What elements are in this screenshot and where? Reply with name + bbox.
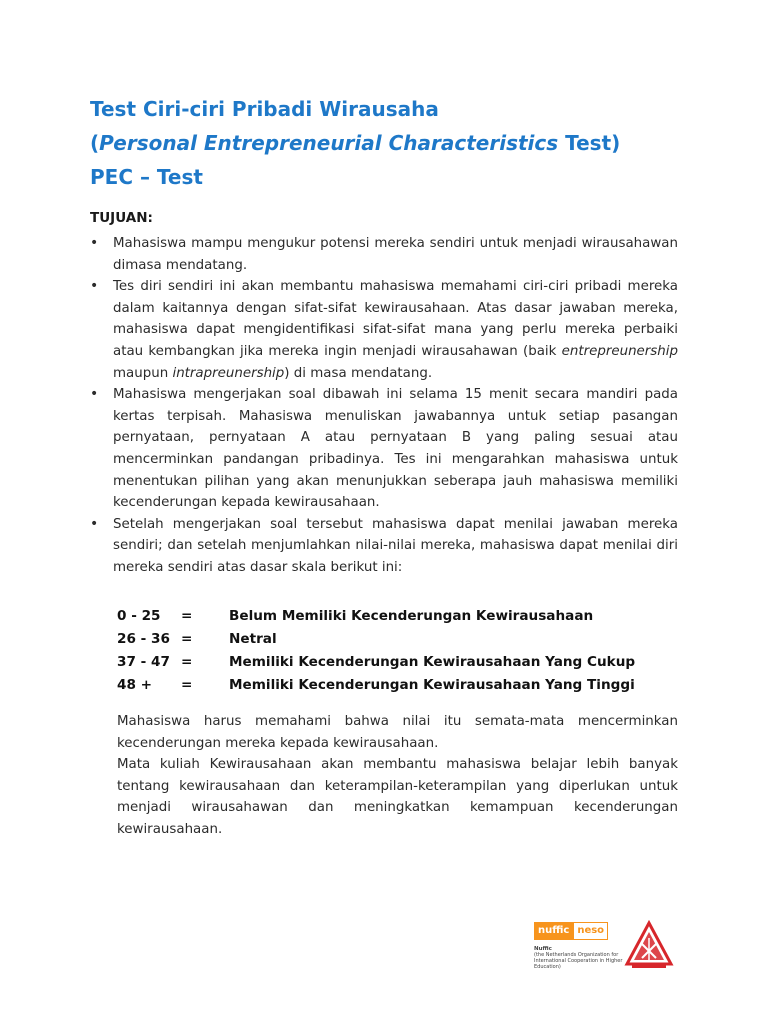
scale-range: 0 - 25 [117,607,161,624]
scale-row [117,650,677,673]
scale-description: Netral [229,630,277,647]
scale-range: 26 - 36 [117,630,170,647]
nuffic-logo-text: nuffic [534,922,573,940]
document-title [90,92,710,194]
title-line-3: PEC – Test [90,165,203,189]
objective-item [90,276,678,384]
objectives-heading: TUJUAN: [90,210,153,226]
title-paren-open: ( [90,131,100,155]
footer-logos [534,920,684,980]
scale-equals: = [181,653,193,670]
neso-logo-text: neso [573,922,608,940]
closing-paragraph: Mahasiswa harus memahami bahwa nilai itu semata-mata mencerminkan kecenderungan mereka kepada kewirausahaan. [117,714,678,751]
objective-text-part: Tes diri sendiri ini akan membantu mahasiswa memahami ciri-ciri pribadi mereka dalam kaitannya dengan sifat-sifat kewirausahaan. Atas dasar jawaban mereka, mahasiswa dapat mengidentifikasi sifat-sifat mana yang perlu mereka perbaiki atau kembangkan jika mereka ingin menjadi wirausahawan (baik [113,279,678,359]
objective-text-part: maupun [113,365,173,381]
closing-notes [117,711,678,841]
nuffic-name: Nuffic [534,946,552,952]
objective-italic-term: entrepreunership [561,343,678,359]
bullet-icon: • [90,515,99,532]
objective-text [113,279,678,380]
objective-text: Mahasiswa mampu mengukur potensi mereka sendiri untuk menjadi wirausahawan dimasa mendatang. [113,236,678,273]
objective-item [90,384,678,514]
objective-italic-term: intrapreunership [172,365,285,381]
objective-item [90,514,678,579]
objective-text: Setelah mengerjakan soal tersebut mahasiswa dapat menilai jawaban mereka sendiri; dan setelah menjumlahkan nilai-nilai mereka, mahasiswa dapat menilai diri mereka sendiri atas dasar skala berikut ini: [113,516,678,575]
scale-description: Memiliki Kecenderungan Kewirausahaan Yang Cukup [229,653,636,670]
scale-equals: = [181,607,193,624]
score-scale-table [117,604,677,696]
scale-range: 48 + [117,676,153,693]
scale-equals: = [181,676,193,693]
scale-equals: = [181,630,193,647]
institution-emblem-icon [624,920,674,970]
bullet-icon: • [90,386,99,403]
scale-description: Memiliki Kecenderungan Kewirausahaan Yang Tinggi [229,676,635,693]
title-line-2-rest: Test) [558,131,621,155]
title-english-italic: Personal Entrepreneurial Characteristics [99,131,559,155]
objectives-list [90,233,678,579]
nuffic-caption [534,946,626,970]
scale-range: 37 - 47 [117,653,170,670]
closing-paragraph: Mata kuliah Kewirausahaan akan membantu mahasiswa belajar lebih banyak tentang kewirausahaan dan keterampilan-keterampilan yang diperlukan untuk menjadi wirausahawan dan meningkatkan kemampuan kecenderungan kewirausahaan. [117,757,678,837]
title-line-2 [90,126,710,160]
objective-text-part: ) di masa mendatang. [284,365,433,381]
objective-text: Mahasiswa mengerjakan soal dibawah ini selama 15 menit secara mandiri pada kertas terpisah. Mahasiswa menuliskan jawabannya untuk setiap pasangan pernyataan, pernyataan A atau pernyataan B yang paling sesuai atau mencerminkan pandangan pribadinya. Tes ini mengarahkan mahasiswa untuk menentukan pilihan yang akan menunjukkan seberapa jauh mahasiswa memiliki kecenderungan kepada kewirausahaan. [113,387,678,511]
nuffic-neso-logo [534,922,608,940]
scale-row [117,604,677,627]
nuffic-description: (the Netherlands Organization for International Cooperation in Higher Education) [534,952,623,970]
scale-row [117,673,677,696]
objective-item [90,233,678,276]
title-line-1: Test Ciri-ciri Pribadi Wirausaha [90,97,439,121]
scale-description: Belum Memiliki Kecenderungan Kewirausahaan [229,607,594,624]
bullet-icon: • [90,278,99,295]
bullet-icon: • [90,235,99,251]
scale-row [117,627,677,650]
